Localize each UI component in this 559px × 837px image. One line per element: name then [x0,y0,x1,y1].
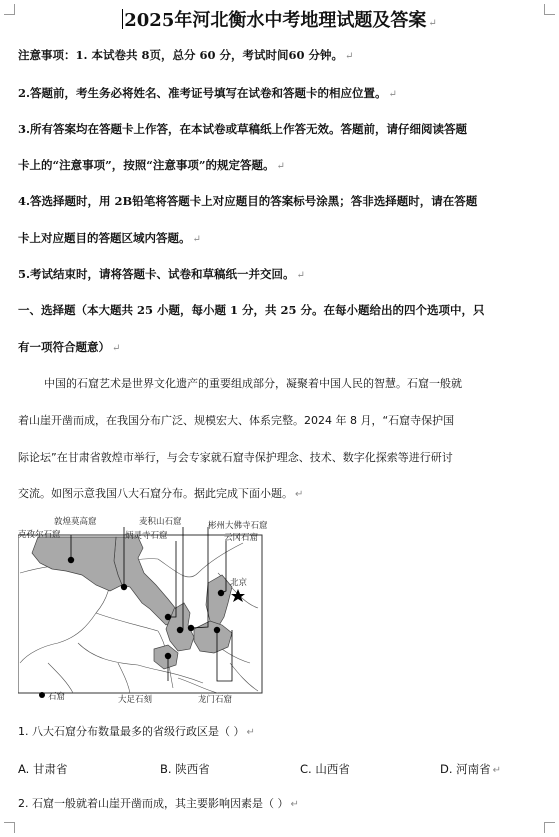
section-heading-line-2: 有一项符合题意） ↵ [18,340,121,354]
section-heading-line-1: 一、选择题（本大题共 25 小题，每小题 1 分，共 25 分。在每小题给出的四个选项中，只 [18,303,485,317]
q1-option-a[interactable]: A. 甘肃省 [18,762,68,776]
passage-line-3: 际论坛”在甘肃省敦煌市举行，与会专家就石窟寺保护理念、技术、数字化探索等进行研讨 [18,451,453,464]
page-title: 2025年河北衡水中考地理试题及答案 ↵ [124,10,437,31]
q1-option-c[interactable]: C. 山西省 [300,762,350,776]
note-line-6: 卡上对应题目的答题区域内答题。 ↵ [18,231,201,245]
label-dazu: 大足石刻 [118,695,153,705]
crop-mark-bottom-left [4,822,15,833]
question-1-stem: 1. 八大石窟分布数量最多的省级行政区是（ ） ↵ [18,725,255,738]
note-line-5: 4.答选择题时，用 2B铅笔将答题卡上对应题目的答案标号涂黑；答非选择题时，请在答题 [18,194,478,208]
label-maijishan: 麦积山石窟 [139,517,182,527]
legend-label: 石窟 [48,692,66,702]
label-yungang: 云冈石窟 [224,533,259,543]
label-beijing: 北京 [230,578,248,588]
q1-option-d[interactable]: D. 河南省 ↵ [440,762,502,776]
label-dunhuang: 敦煌莫高窟 [54,517,97,527]
passage-line-2: 着山崖开凿而成，在我国分布广泛、规模宏大、体系完整。2024 年 8 月，“石窟寺保护国 [18,414,455,427]
label-longmen: 龙门石窟 [198,695,233,705]
crop-mark-bottom-right [544,822,555,833]
label-kezier: 克孜尔石窟 [18,530,61,540]
note-line-4: 卡上的“注意事项”，按照“注意事项”的规定答题。 ↵ [18,158,285,172]
label-bingling: 炳灵寺石窟 [125,531,168,541]
note-line-1: 注意事项：1. 本试卷共 8页，总分 60 分，考试时间60 分钟。 ↵ [18,48,354,62]
label-binzhou: 彬州大佛寺石窟 [208,521,268,531]
grottoes-map [18,513,276,707]
note-line-3: 3.所有答案均在答题卡上作答，在本试卷或草稿纸上作答无效。答题前，请仔细阅读答题 [18,122,468,136]
passage-line-4: 交流。如图示意我国八大石窟分布。据此完成下面小题。 ↵ [18,487,304,500]
note-line-2: 2.答题前，考生务必将姓名、准考证号填写在试卷和答题卡的相应位置。 ↵ [18,86,397,100]
question-2-stem: 2. 石窟一般就着山崖开凿而成，其主要影响因素是（ ） ↵ [18,797,299,810]
note-line-7: 5.考试结束时，请将答题卡、试卷和草稿纸一并交回。 ↵ [18,267,305,281]
q1-option-b[interactable]: B. 陕西省 [160,762,210,776]
legend-dot [39,692,45,698]
passage-line-1: 中国的石窟艺术是世界文化遗产的重要组成部分，凝聚着中国人民的智慧。石窟一般就 [44,377,462,390]
